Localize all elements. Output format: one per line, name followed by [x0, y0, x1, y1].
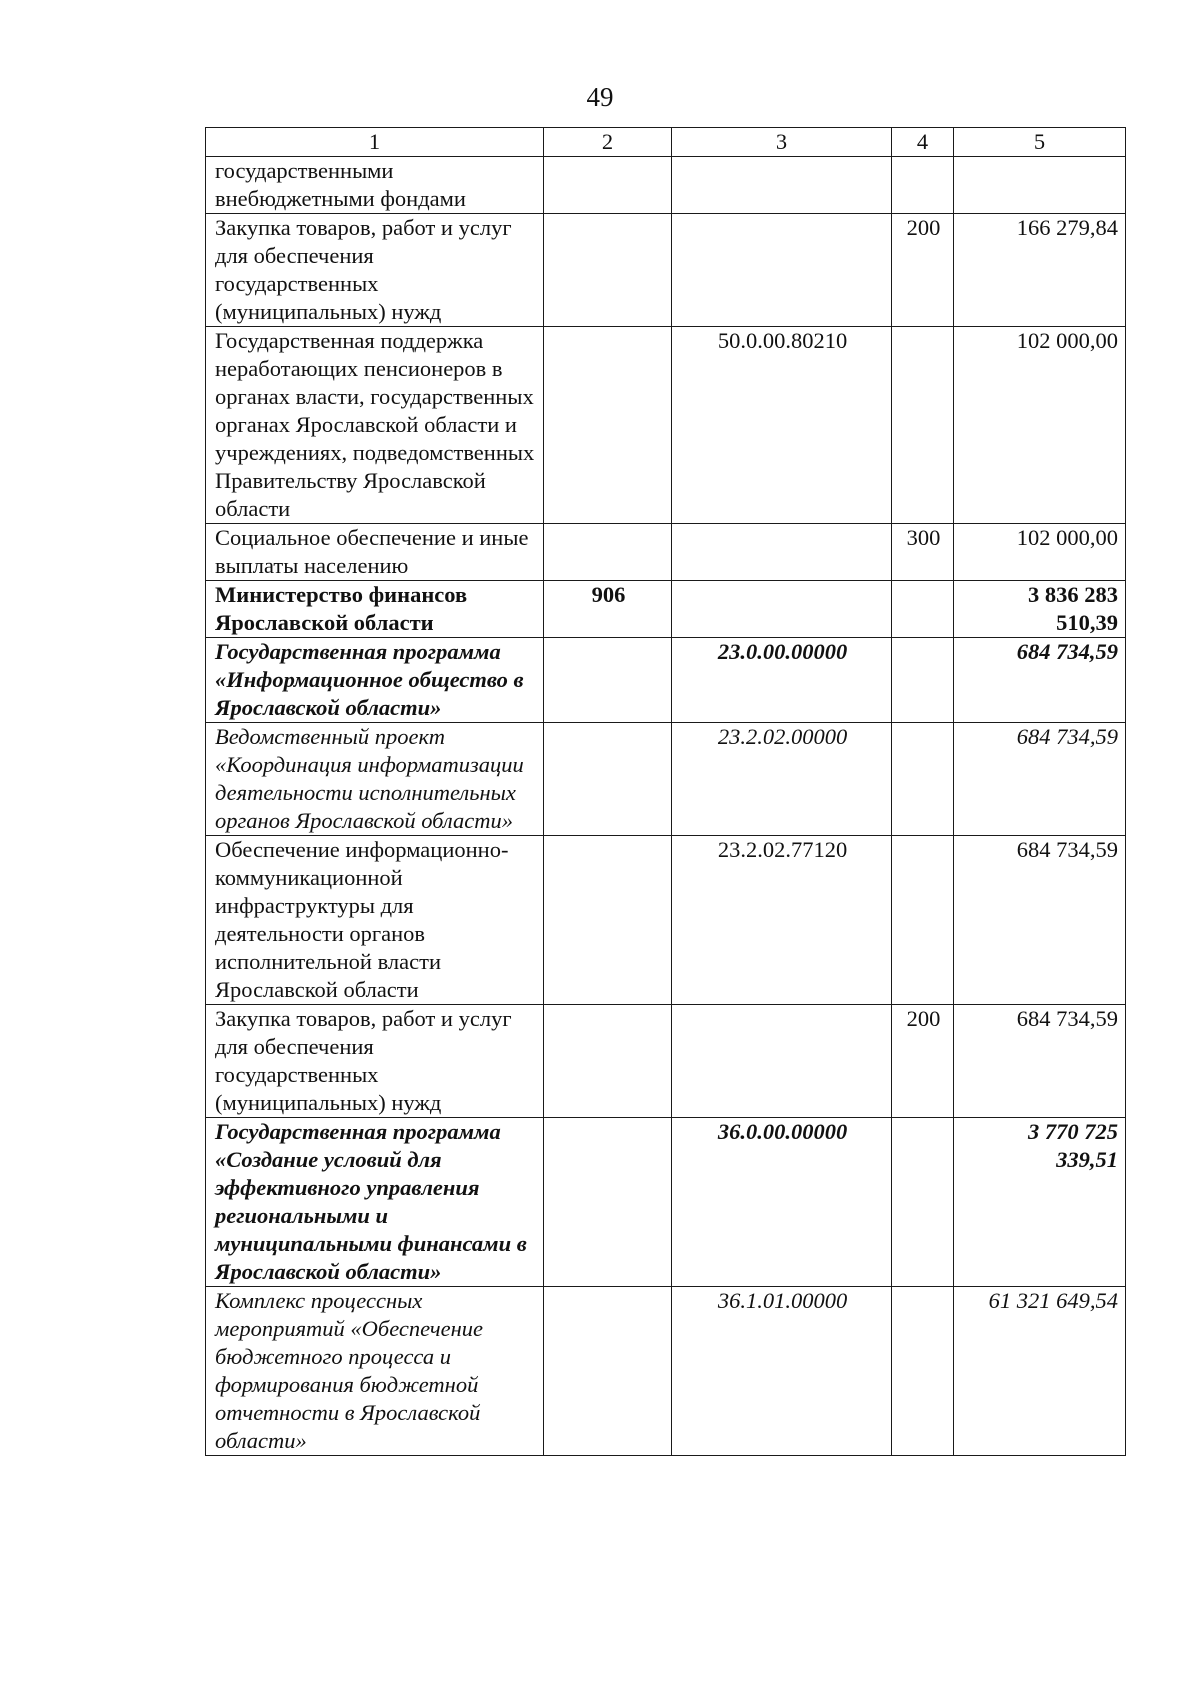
- row-target-article: [672, 581, 892, 638]
- row-target-article: 36.1.01.00000: [672, 1287, 892, 1456]
- row-target-article: 50.0.00.80210: [672, 327, 892, 524]
- row-amount: 102 000,00: [954, 524, 1126, 581]
- row-name: Министерство финансов Ярославской области: [206, 581, 544, 638]
- row-department-code: [544, 524, 672, 581]
- row-department-code: [544, 836, 672, 1005]
- row-target-article: [672, 157, 892, 214]
- table-header-row: [206, 128, 1126, 157]
- row-department-code: [544, 157, 672, 214]
- table-row: [206, 524, 1126, 581]
- row-expense-type: [892, 581, 954, 638]
- row-expense-type: [892, 836, 954, 1005]
- column-header-3: 3: [672, 128, 892, 157]
- row-expense-type: 200: [892, 1005, 954, 1118]
- row-department-code: 906: [544, 581, 672, 638]
- row-expense-type: [892, 638, 954, 723]
- row-name: Государственная программа «Информационное общество в Ярославской области»: [206, 638, 544, 723]
- row-amount: 3 836 283 510,39: [954, 581, 1126, 638]
- page-number: 49: [586, 82, 614, 112]
- row-name: Государственная поддержка неработающих пенсионеров в органах власти, государственных органах Ярославской области и учреждениях, подведомственных Правительству Ярославской области: [206, 327, 544, 524]
- column-header-4: 4: [892, 128, 954, 157]
- table-row: [206, 836, 1126, 1005]
- row-name: Закупка товаров, работ и услуг для обеспечения государственных (муниципальных) нужд: [206, 1005, 544, 1118]
- row-amount: 61 321 649,54: [954, 1287, 1126, 1456]
- table-row: [206, 327, 1126, 524]
- column-header-1: 1: [206, 128, 544, 157]
- table-row: [206, 581, 1126, 638]
- row-target-article: [672, 1005, 892, 1118]
- row-amount: [954, 157, 1126, 214]
- row-department-code: [544, 214, 672, 327]
- table-row: [206, 214, 1126, 327]
- row-name: Социальное обеспечение и иные выплаты населению: [206, 524, 544, 581]
- row-target-article: 23.0.00.00000: [672, 638, 892, 723]
- column-header-5: 5: [954, 128, 1126, 157]
- row-department-code: [544, 327, 672, 524]
- row-amount: 166 279,84: [954, 214, 1126, 327]
- row-amount: 684 734,59: [954, 1005, 1126, 1118]
- row-name: Обеспечение информационно-коммуникационной инфраструктуры для деятельности органов исполнительной власти Ярославской области: [206, 836, 544, 1005]
- table-row: [206, 723, 1126, 836]
- row-target-article: 23.2.02.00000: [672, 723, 892, 836]
- budget-table: [205, 127, 1126, 1456]
- row-expense-type: 200: [892, 214, 954, 327]
- column-header-2: 2: [544, 128, 672, 157]
- row-amount: 102 000,00: [954, 327, 1126, 524]
- row-amount: 684 734,59: [954, 836, 1126, 1005]
- row-department-code: [544, 1005, 672, 1118]
- table-row: [206, 1287, 1126, 1456]
- row-name: Комплекс процессных мероприятий «Обеспечение бюджетного процесса и формирования бюджетной отчетности в Ярославской области»: [206, 1287, 544, 1456]
- row-name: Закупка товаров, работ и услуг для обеспечения государственных (муниципальных) нужд: [206, 214, 544, 327]
- row-target-article: 23.2.02.77120: [672, 836, 892, 1005]
- row-expense-type: [892, 157, 954, 214]
- row-expense-type: 300: [892, 524, 954, 581]
- row-target-article: [672, 524, 892, 581]
- table-row: [206, 1005, 1126, 1118]
- row-department-code: [544, 1287, 672, 1456]
- row-amount: 3 770 725 339,51: [954, 1118, 1126, 1287]
- row-expense-type: [892, 327, 954, 524]
- row-name: Государственная программа «Создание условий для эффективного управления региональными и муниципальными финансами в Ярославской области»: [206, 1118, 544, 1287]
- row-expense-type: [892, 1287, 954, 1456]
- table-row: [206, 638, 1126, 723]
- row-expense-type: [892, 723, 954, 836]
- row-amount: 684 734,59: [954, 723, 1126, 836]
- row-amount: 684 734,59: [954, 638, 1126, 723]
- row-department-code: [544, 1118, 672, 1287]
- row-target-article: [672, 214, 892, 327]
- row-department-code: [544, 638, 672, 723]
- row-department-code: [544, 723, 672, 836]
- table-row: [206, 157, 1126, 214]
- table-row: [206, 1118, 1126, 1287]
- row-name: государственными внебюджетными фондами: [206, 157, 544, 214]
- row-name: Ведомственный проект «Координация информатизации деятельности исполнительных органов Ярославской области»: [206, 723, 544, 836]
- row-expense-type: [892, 1118, 954, 1287]
- row-target-article: 36.0.00.00000: [672, 1118, 892, 1287]
